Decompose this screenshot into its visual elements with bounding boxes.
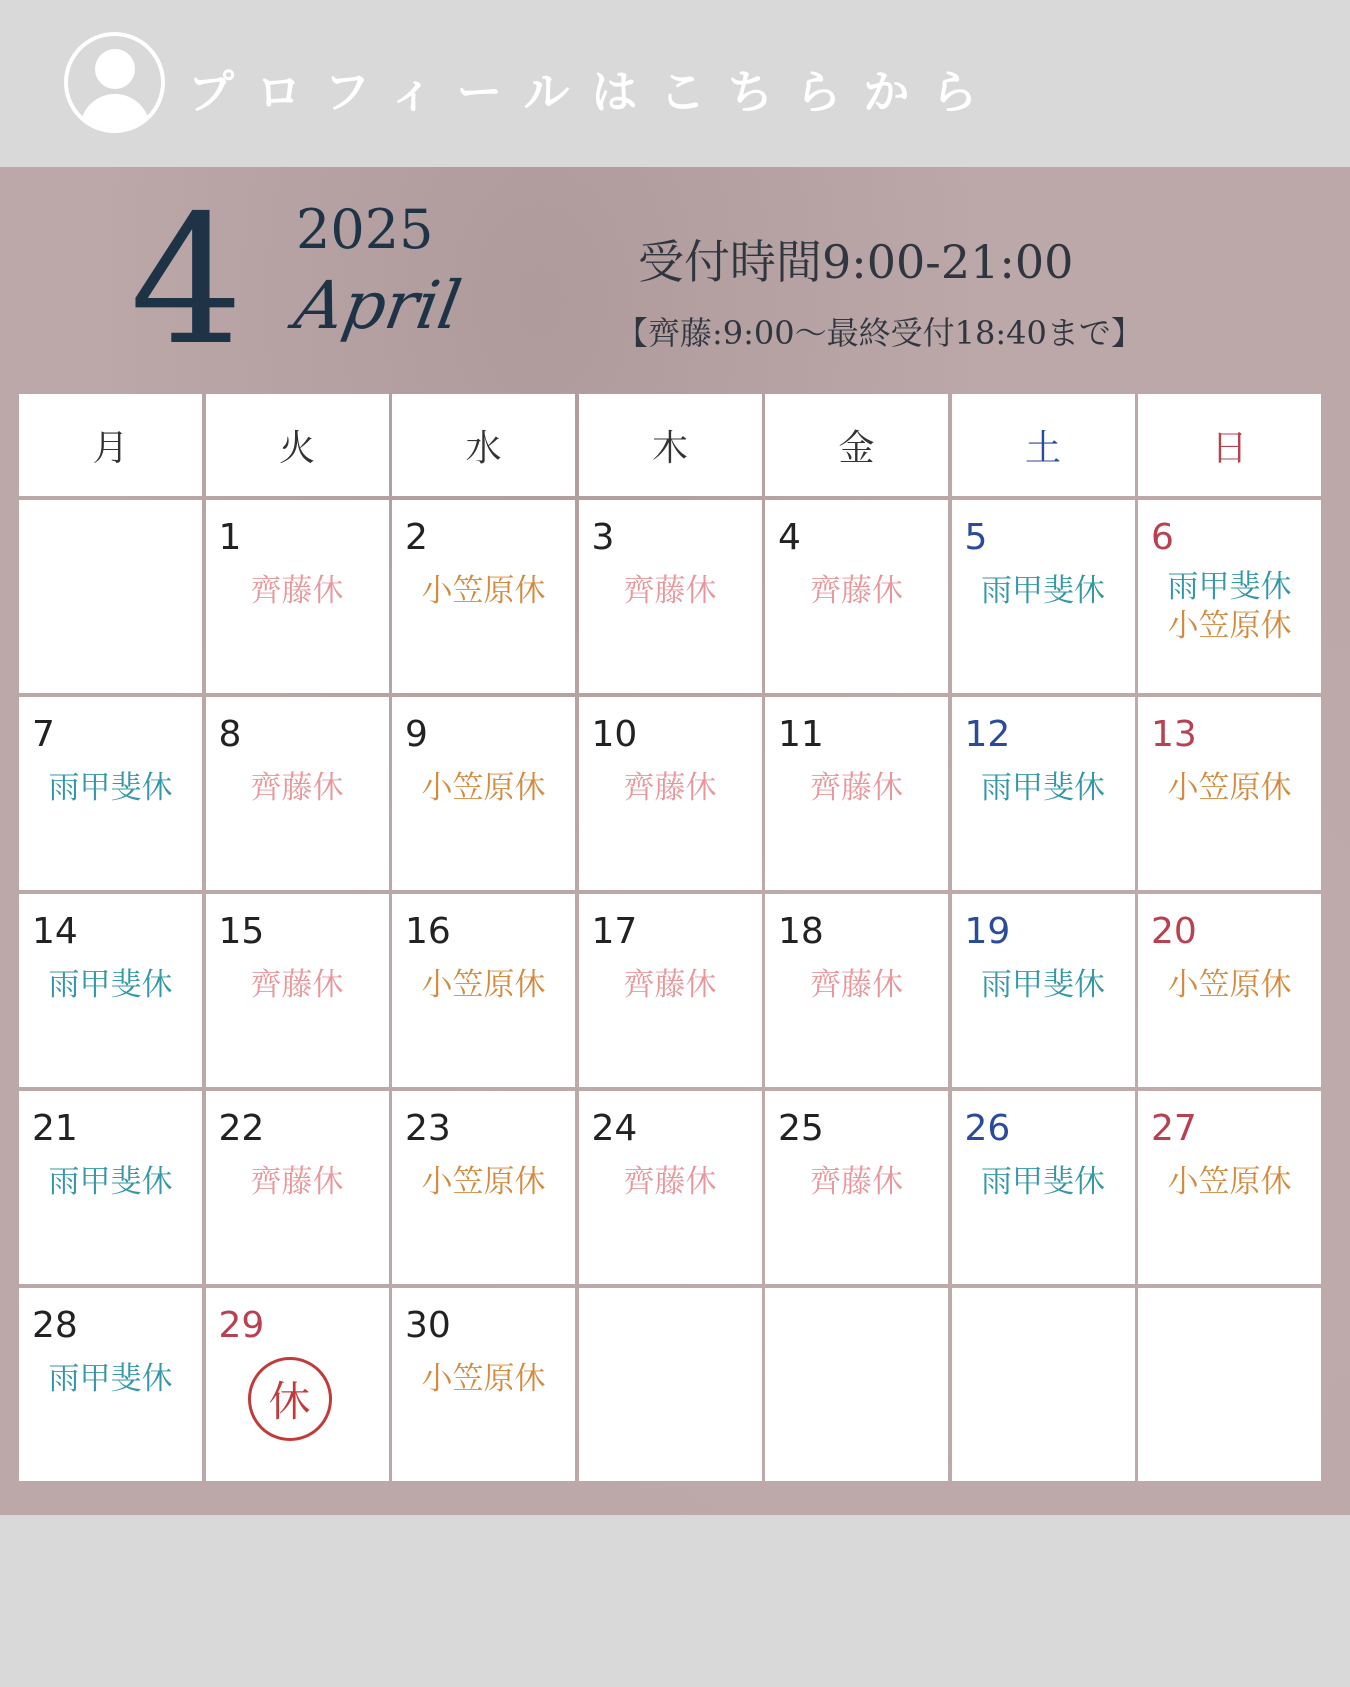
staff-off-note-ogasawara: 小笠原休 — [1167, 770, 1292, 806]
year-label: 2025 — [296, 198, 434, 261]
staff-off-note-amekai: 雨甲斐休 — [48, 770, 173, 806]
day-number: 25 — [778, 1108, 824, 1149]
profile-bar[interactable] — [0, 0, 1350, 167]
calendar-grid — [19, 394, 1321, 1481]
day-cell — [579, 697, 762, 890]
staff-off-note-amekai: 雨甲斐休 — [48, 1164, 173, 1200]
day-notes — [1138, 966, 1321, 1005]
day-number: 10 — [591, 714, 638, 755]
day-number: 22 — [218, 1108, 265, 1149]
day-number: 2 — [405, 517, 428, 558]
day-cell — [392, 697, 575, 890]
day-number: 23 — [405, 1108, 451, 1149]
staff-off-note-saito: 齊藤休 — [810, 1164, 903, 1200]
day-notes — [392, 572, 575, 611]
staff-off-note-ogasawara: 小笠原休 — [421, 967, 546, 1003]
day-number: 11 — [778, 714, 824, 755]
day-notes — [392, 1360, 575, 1399]
day-cell — [206, 500, 389, 693]
staff-off-note-saito: 齊藤休 — [623, 967, 717, 1003]
day-cell — [765, 1091, 948, 1284]
day-notes — [952, 769, 1135, 808]
day-cell — [392, 1288, 575, 1481]
staff-off-note-saito: 齊藤休 — [623, 573, 717, 609]
business-hours-note: 【齊藤:9:00〜最終受付18:40まで】 — [616, 314, 1143, 352]
staff-off-note-ogasawara: 小笠原休 — [421, 1164, 546, 1200]
bottom-area — [0, 1515, 1350, 1687]
staff-off-note-saito: 齊藤休 — [250, 967, 344, 1003]
day-cell — [206, 894, 389, 1087]
staff-off-note-ogasawara: 小笠原休 — [421, 1361, 546, 1397]
day-notes — [765, 966, 948, 1005]
day-notes — [765, 572, 948, 611]
day-cell — [1138, 697, 1321, 890]
day-cell — [19, 1288, 202, 1481]
avatar-icon[interactable] — [64, 32, 165, 133]
day-notes — [579, 966, 762, 1005]
staff-off-note-saito: 齊藤休 — [250, 573, 344, 609]
day-notes — [1138, 769, 1321, 808]
day-number: 24 — [591, 1108, 638, 1149]
day-notes — [392, 966, 575, 1005]
day-notes — [392, 769, 575, 808]
day-number: 15 — [218, 911, 265, 952]
day-notes — [19, 1163, 202, 1202]
day-notes — [206, 966, 389, 1005]
empty-day-cell — [952, 1288, 1135, 1481]
staff-off-note-saito: 齊藤休 — [623, 770, 717, 806]
day-notes — [952, 1163, 1135, 1202]
day-notes — [765, 769, 948, 808]
day-number: 21 — [32, 1108, 78, 1149]
day-number: 8 — [218, 714, 242, 755]
day-cell — [579, 1091, 762, 1284]
day-cell — [579, 894, 762, 1087]
staff-off-note-amekai: 雨甲斐休 — [981, 967, 1105, 1003]
month-number: 4 — [130, 177, 244, 384]
day-notes — [19, 966, 202, 1005]
business-hours: 受付時間9:00-21:00 — [638, 235, 1074, 289]
weekday-header-fri: 金 — [765, 394, 948, 496]
day-number: 4 — [778, 517, 801, 558]
day-notes — [579, 769, 762, 808]
empty-day-cell — [579, 1288, 762, 1481]
staff-off-note-saito: 齊藤休 — [623, 1164, 717, 1200]
day-cell — [392, 500, 575, 693]
day-number: 19 — [964, 911, 1011, 952]
day-notes — [19, 1360, 202, 1399]
day-cell — [392, 894, 575, 1087]
day-number: 27 — [1151, 1108, 1197, 1149]
avatar-head — [95, 49, 135, 89]
day-cell — [206, 697, 389, 890]
weekday-header-thu: 木 — [579, 394, 762, 496]
day-number: 28 — [32, 1305, 78, 1346]
day-cell — [206, 1288, 389, 1481]
day-cell — [952, 894, 1135, 1087]
day-notes — [952, 966, 1135, 1005]
day-notes — [1138, 1163, 1321, 1202]
day-notes — [206, 769, 389, 808]
day-cell — [765, 697, 948, 890]
day-number: 18 — [778, 911, 824, 952]
day-notes — [765, 1163, 948, 1202]
staff-off-note-ogasawara: 小笠原休 — [421, 573, 546, 609]
empty-day-cell — [1138, 1288, 1321, 1481]
day-number: 12 — [964, 714, 1011, 755]
staff-off-note-ogasawara: 小笠原休 — [1167, 607, 1292, 644]
weekday-header-tue: 火 — [206, 394, 389, 496]
staff-off-note-ogasawara: 小笠原休 — [1167, 967, 1292, 1003]
day-cell — [19, 1091, 202, 1284]
weekday-header-sat: 土 — [952, 394, 1135, 496]
day-number: 30 — [405, 1305, 451, 1346]
day-notes — [579, 1163, 762, 1202]
day-number: 5 — [964, 517, 988, 558]
day-number: 3 — [591, 517, 615, 558]
staff-off-note-amekai: 雨甲斐休 — [48, 1361, 173, 1397]
staff-off-note-ogasawara: 小笠原休 — [1167, 1164, 1292, 1200]
day-notes — [206, 1163, 389, 1202]
day-number: 17 — [591, 911, 638, 952]
day-cell — [765, 500, 948, 693]
staff-off-note-amekai: 雨甲斐休 — [48, 967, 173, 1003]
staff-off-note-ogasawara: 小笠原休 — [421, 770, 546, 806]
day-cell — [952, 500, 1135, 693]
day-notes — [19, 769, 202, 808]
day-notes — [952, 572, 1135, 611]
empty-day-cell — [765, 1288, 948, 1481]
day-number: 7 — [32, 714, 55, 755]
staff-off-note-amekai: 雨甲斐休 — [981, 573, 1105, 609]
calendar-poster — [0, 167, 1350, 1515]
weekday-header-sun: 日 — [1138, 394, 1321, 496]
day-number: 20 — [1151, 911, 1197, 952]
day-cell — [579, 500, 762, 693]
day-notes — [1138, 568, 1321, 646]
staff-off-note-amekai: 雨甲斐休 — [981, 770, 1105, 806]
day-notes — [206, 572, 389, 611]
staff-off-note-saito: 齊藤休 — [250, 1164, 344, 1200]
day-cell — [1138, 894, 1321, 1087]
profile-link[interactable]: プロフィールはこちらから — [188, 65, 1000, 119]
weekday-header-mon: 月 — [19, 394, 202, 496]
weekday-header-wed: 水 — [392, 394, 575, 496]
day-number: 16 — [405, 911, 451, 952]
day-cell — [392, 1091, 575, 1284]
day-number: 13 — [1151, 714, 1197, 755]
day-cell — [952, 697, 1135, 890]
day-number: 1 — [218, 517, 242, 558]
day-cell — [19, 697, 202, 890]
day-notes — [392, 1163, 575, 1202]
day-number: 9 — [405, 714, 428, 755]
avatar-shoulders — [80, 94, 150, 133]
staff-off-note-saito: 齊藤休 — [810, 770, 903, 806]
day-number: 14 — [32, 911, 78, 952]
day-cell — [765, 894, 948, 1087]
day-number: 29 — [218, 1305, 265, 1346]
day-cell — [952, 1091, 1135, 1284]
day-cell — [206, 1091, 389, 1284]
day-number: 26 — [964, 1108, 1011, 1149]
closed-day-stamp: 休 — [248, 1357, 332, 1441]
staff-off-note-saito: 齊藤休 — [810, 573, 903, 609]
month-name: April — [289, 267, 467, 344]
empty-day-cell — [19, 500, 202, 693]
staff-off-note-amekai: 雨甲斐休 — [981, 1164, 1105, 1200]
day-cell — [1138, 500, 1321, 693]
day-notes — [579, 572, 762, 611]
staff-off-note-saito: 齊藤休 — [250, 770, 344, 806]
day-cell — [19, 894, 202, 1087]
day-cell — [1138, 1091, 1321, 1284]
staff-off-note-amekai: 雨甲斐休 — [1167, 569, 1292, 605]
day-number: 6 — [1151, 517, 1174, 558]
staff-off-note-saito: 齊藤休 — [810, 967, 903, 1003]
